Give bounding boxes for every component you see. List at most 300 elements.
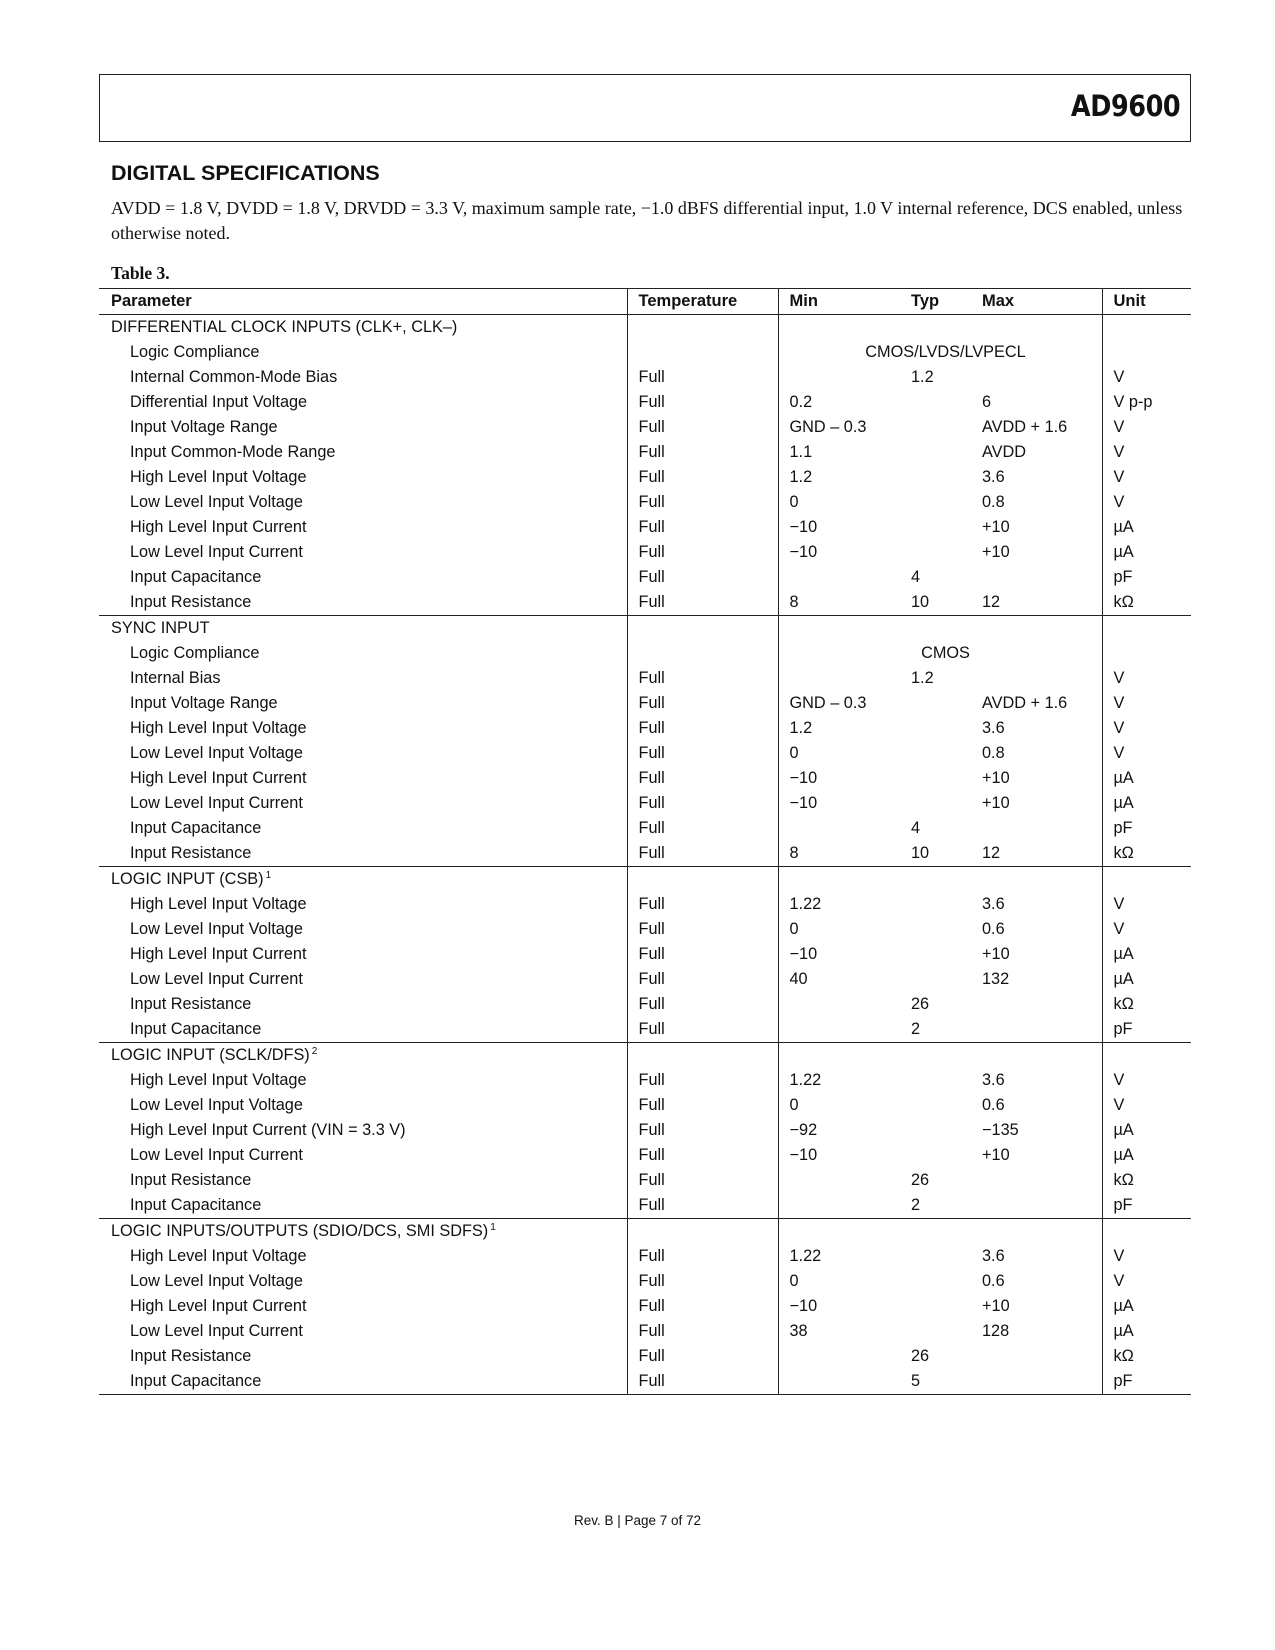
cell-max: +10	[982, 794, 1010, 812]
cell-typ	[911, 942, 982, 967]
cell-max: 3.6	[982, 719, 1005, 737]
cell-min: −10	[778, 515, 911, 540]
cell-temperature: Full	[627, 365, 778, 390]
intro-paragraph: AVDD = 1.8 V, DVDD = 1.8 V, DRVDD = 3.3 V, maximum sample rate, −1.0 dBFS differential input, 1.0 V internal reference, DCS enabled, unless otherwise noted.	[111, 198, 1183, 243]
cell-unit: µA	[1102, 942, 1191, 967]
cell-typ: 2	[911, 1196, 921, 1214]
cell-parameter: Input Common-Mode Range	[130, 443, 336, 461]
cell-temperature: Full	[627, 1068, 778, 1093]
cell-max: 0.8	[982, 493, 1005, 511]
logic-compliance-row	[99, 340, 1191, 365]
cell-typ	[911, 440, 982, 465]
cell-max: +10	[982, 543, 1010, 561]
table-row	[99, 590, 1191, 616]
table-row	[99, 1143, 1191, 1168]
cell-unit: V	[1102, 1068, 1191, 1093]
table-row	[99, 1294, 1191, 1319]
spec-table	[99, 288, 1191, 1395]
cell-min: −10	[778, 791, 911, 816]
cell-unit: V	[1102, 365, 1191, 390]
cell-parameter: Input Voltage Range	[130, 694, 278, 712]
cell-unit: kΩ	[1102, 992, 1191, 1017]
cell-max: 3.6	[982, 468, 1005, 486]
cell-max: AVDD + 1.6	[982, 418, 1068, 436]
cell-min	[778, 365, 911, 390]
cell-typ	[911, 1294, 982, 1319]
cell-parameter: Logic Compliance	[130, 343, 260, 361]
cell-typ: 10	[911, 844, 930, 862]
cell-max: +10	[982, 1146, 1010, 1164]
cell-typ	[911, 791, 982, 816]
table-row	[99, 365, 1191, 390]
cell-temperature: Full	[627, 1193, 778, 1219]
cell-min	[778, 565, 911, 590]
table-row	[99, 841, 1191, 867]
empty-cell	[911, 1219, 982, 1245]
empty-cell	[911, 616, 982, 642]
cell-typ: 1.2	[911, 368, 934, 386]
spec-group	[99, 1219, 1191, 1395]
cell-min: 1.22	[778, 1068, 911, 1093]
table-row	[99, 465, 1191, 490]
cell-max	[982, 1168, 1102, 1193]
empty-cell	[1102, 315, 1191, 341]
empty-cell	[982, 867, 1102, 893]
cell-unit: V	[1102, 440, 1191, 465]
cell-typ	[911, 766, 982, 791]
cell-unit: µA	[1102, 540, 1191, 565]
empty-cell	[627, 1043, 778, 1069]
group-title: LOGIC INPUTS/OUTPUTS (SDIO/DCS, SMI SDFS)	[111, 1222, 489, 1240]
group-title-cell	[99, 315, 627, 341]
cell-unit: V	[1102, 1093, 1191, 1118]
empty-cell	[627, 867, 778, 893]
cell-parameter: Input Resistance	[130, 1171, 252, 1189]
cell-unit: pF	[1102, 1369, 1191, 1395]
cell-typ: 4	[911, 819, 921, 837]
group-title-cell	[99, 616, 627, 642]
cell-parameter: High Level Input Current	[130, 518, 307, 536]
cell-parameter: Internal Bias	[130, 669, 221, 687]
table-row	[99, 1168, 1191, 1193]
cell-parameter: Input Resistance	[130, 844, 252, 862]
table-row	[99, 540, 1191, 565]
table-row	[99, 992, 1191, 1017]
cell-unit: µA	[1102, 1319, 1191, 1344]
cell-parameter: Low Level Input Voltage	[130, 920, 303, 938]
cell-typ	[911, 515, 982, 540]
group-title: SYNC INPUT	[111, 619, 210, 637]
cell-max: 0.6	[982, 1096, 1005, 1114]
cell-min: 0	[778, 1269, 911, 1294]
cell-temperature: Full	[627, 917, 778, 942]
cell-typ	[911, 540, 982, 565]
cell-parameter: Input Capacitance	[130, 568, 262, 586]
cell-typ	[911, 716, 982, 741]
empty-cell	[982, 1043, 1102, 1069]
cell-unit: V	[1102, 892, 1191, 917]
cell-max	[982, 1017, 1102, 1043]
cell-parameter: Input Capacitance	[130, 819, 262, 837]
spec-group	[99, 616, 1191, 867]
group-title-cell	[99, 867, 627, 893]
cell-typ	[911, 967, 982, 992]
cell-unit: kΩ	[1102, 1344, 1191, 1369]
cell-min: 38	[778, 1319, 911, 1344]
empty-cell	[778, 616, 911, 642]
cell-temperature: Full	[627, 967, 778, 992]
cell-min: 0	[778, 490, 911, 515]
cell-unit: V	[1102, 465, 1191, 490]
cell-max: 0.6	[982, 1272, 1005, 1290]
table-row	[99, 766, 1191, 791]
cell-min: 1.2	[778, 465, 911, 490]
part-number: AD9600	[1070, 89, 1180, 123]
table-row	[99, 942, 1191, 967]
col-header-max: Max	[982, 292, 1015, 310]
cell-min: −10	[778, 766, 911, 791]
cell-max: 3.6	[982, 1071, 1005, 1089]
cell-parameter: High Level Input Voltage	[130, 1247, 307, 1265]
cell-min: −10	[778, 1294, 911, 1319]
table-row	[99, 1193, 1191, 1219]
cell-unit: pF	[1102, 816, 1191, 841]
cell-parameter: Low Level Input Current	[130, 794, 303, 812]
cell-typ: 26	[911, 995, 930, 1013]
group-title-row	[99, 616, 1191, 642]
cell-min: 0.2	[778, 390, 911, 415]
cell-parameter: Input Resistance	[130, 1347, 252, 1365]
cell-unit: V	[1102, 1269, 1191, 1294]
cell-temperature: Full	[627, 390, 778, 415]
cell-unit: pF	[1102, 565, 1191, 590]
cell-min	[778, 1017, 911, 1043]
cell-temperature: Full	[627, 741, 778, 766]
cell-typ: 2	[911, 1020, 921, 1038]
cell-parameter: Low Level Input Current	[130, 543, 303, 561]
empty-cell	[911, 1043, 982, 1069]
cell-unit: µA	[1102, 967, 1191, 992]
table-row	[99, 1344, 1191, 1369]
empty-cell	[982, 616, 1102, 642]
cell-min: 8	[778, 841, 911, 867]
footnote-marker: 1	[490, 1221, 496, 1233]
empty-cell	[778, 867, 911, 893]
empty-cell	[1102, 1219, 1191, 1245]
cell-parameter: Input Capacitance	[130, 1196, 262, 1214]
empty-cell	[1102, 867, 1191, 893]
cell-temperature: Full	[627, 1244, 778, 1269]
group-title: LOGIC INPUT (CSB)	[111, 870, 264, 888]
empty-cell	[778, 315, 911, 341]
cell-unit: µA	[1102, 1143, 1191, 1168]
table-row	[99, 1319, 1191, 1344]
table-row	[99, 917, 1191, 942]
cell-max: +10	[982, 945, 1010, 963]
cell-unit: kΩ	[1102, 1168, 1191, 1193]
cell-temperature: Full	[627, 415, 778, 440]
cell-max: 3.6	[982, 1247, 1005, 1265]
cell-parameter: Input Capacitance	[130, 1372, 262, 1390]
cell-typ	[911, 691, 982, 716]
cell-max: 128	[982, 1322, 1010, 1340]
cell-max	[982, 666, 1102, 691]
page-footer: Rev. B | Page 7 of 72	[573, 1513, 702, 1528]
cell-typ	[911, 1093, 982, 1118]
cell-unit	[1102, 641, 1191, 666]
cell-max: 0.8	[982, 744, 1005, 762]
cell-min	[778, 666, 911, 691]
cell-max: 132	[982, 970, 1010, 988]
table-row	[99, 1118, 1191, 1143]
cell-unit: V	[1102, 415, 1191, 440]
table-row	[99, 791, 1191, 816]
cell-typ	[911, 1143, 982, 1168]
cell-unit: V	[1102, 741, 1191, 766]
cell-typ	[911, 892, 982, 917]
cell-max: +10	[982, 518, 1010, 536]
cell-temperature: Full	[627, 565, 778, 590]
cell-max	[982, 1344, 1102, 1369]
cell-max	[982, 1369, 1102, 1395]
cell-parameter: Low Level Input Voltage	[130, 744, 303, 762]
spec-group	[99, 867, 1191, 1043]
cell-min: 1.22	[778, 892, 911, 917]
cell-min	[778, 1193, 911, 1219]
cell-min: 0	[778, 917, 911, 942]
empty-cell	[911, 315, 982, 341]
cell-temperature: Full	[627, 892, 778, 917]
group-title-row	[99, 315, 1191, 341]
cell-temperature: Full	[627, 666, 778, 691]
cell-typ	[911, 1068, 982, 1093]
cell-temperature: Full	[627, 1269, 778, 1294]
cell-parameter: High Level Input Current	[130, 769, 307, 787]
table-row	[99, 515, 1191, 540]
cell-min: 40	[778, 967, 911, 992]
cell-max	[982, 1193, 1102, 1219]
cell-unit: µA	[1102, 766, 1191, 791]
page-header-box	[99, 74, 1191, 142]
cell-parameter: High Level Input Current	[130, 945, 307, 963]
empty-cell	[982, 315, 1102, 341]
cell-temperature: Full	[627, 1168, 778, 1193]
cell-parameter: Input Voltage Range	[130, 418, 278, 436]
empty-cell	[627, 315, 778, 341]
cell-unit: µA	[1102, 791, 1191, 816]
cell-temperature: Full	[627, 440, 778, 465]
group-title-row	[99, 867, 1191, 893]
spec-group	[99, 1043, 1191, 1219]
cell-max: 12	[982, 844, 1001, 862]
cell-parameter: Logic Compliance	[130, 644, 260, 662]
cell-typ: 26	[911, 1171, 930, 1189]
cell-unit	[1102, 340, 1191, 365]
cell-max: 3.6	[982, 895, 1005, 913]
cell-parameter: Input Capacitance	[130, 1020, 262, 1038]
table-row	[99, 565, 1191, 590]
cell-parameter: Low Level Input Current	[130, 1322, 303, 1340]
cell-parameter: Internal Common-Mode Bias	[130, 368, 338, 386]
cell-temperature: Full	[627, 1093, 778, 1118]
table-row	[99, 415, 1191, 440]
cell-typ	[911, 1319, 982, 1344]
col-header-unit: Unit	[1102, 289, 1191, 315]
cell-parameter: Low Level Input Voltage	[130, 493, 303, 511]
cell-temperature: Full	[627, 691, 778, 716]
spec-table-header	[99, 289, 1191, 315]
cell-min: 1.22	[778, 1244, 911, 1269]
cell-max	[982, 992, 1102, 1017]
cell-min: GND – 0.3	[778, 691, 911, 716]
cell-min: 0	[778, 1093, 911, 1118]
cell-min	[778, 1369, 911, 1395]
table-caption: Table 3.	[111, 263, 170, 283]
cell-temperature: Full	[627, 791, 778, 816]
cell-max: AVDD	[982, 443, 1027, 461]
empty-cell	[778, 1043, 911, 1069]
cell-typ	[911, 1244, 982, 1269]
cell-parameter: High Level Input Voltage	[130, 895, 307, 913]
cell-max	[982, 365, 1102, 390]
cell-unit: V	[1102, 1244, 1191, 1269]
table-row	[99, 490, 1191, 515]
cell-temperature: Full	[627, 490, 778, 515]
cell-temperature: Full	[627, 540, 778, 565]
cell-typ	[911, 465, 982, 490]
cell-parameter: High Level Input Voltage	[130, 719, 307, 737]
spec-group	[99, 315, 1191, 616]
cell-min: −10	[778, 540, 911, 565]
cell-typ: 1.2	[911, 669, 934, 687]
table-row	[99, 1269, 1191, 1294]
cell-temperature: Full	[627, 1017, 778, 1043]
table-row	[99, 1244, 1191, 1269]
cell-temperature: Full	[627, 716, 778, 741]
cell-max: +10	[982, 769, 1010, 787]
cell-temperature	[627, 340, 778, 365]
table-row	[99, 390, 1191, 415]
cell-unit: pF	[1102, 1017, 1191, 1043]
cell-temperature: Full	[627, 766, 778, 791]
table-row	[99, 1017, 1191, 1043]
cell-max	[982, 816, 1102, 841]
table-row	[99, 440, 1191, 465]
cell-parameter: Low Level Input Current	[130, 1146, 303, 1164]
cell-unit: µA	[1102, 1118, 1191, 1143]
empty-cell	[911, 867, 982, 893]
cell-temperature: Full	[627, 1344, 778, 1369]
cell-parameter: Low Level Input Voltage	[130, 1272, 303, 1290]
cell-unit: V p-p	[1102, 390, 1191, 415]
empty-cell	[1102, 616, 1191, 642]
cell-unit: V	[1102, 691, 1191, 716]
logic-compliance-row	[99, 641, 1191, 666]
cell-temperature: Full	[627, 1369, 778, 1395]
cell-parameter: High Level Input Current	[130, 1297, 307, 1315]
table-row	[99, 892, 1191, 917]
cell-typ	[911, 917, 982, 942]
cell-max	[982, 565, 1102, 590]
cell-unit: µA	[1102, 1294, 1191, 1319]
cell-temperature: Full	[627, 515, 778, 540]
cell-min: GND – 0.3	[778, 415, 911, 440]
cell-parameter: High Level Input Voltage	[130, 1071, 307, 1089]
group-title: LOGIC INPUT (SCLK/DFS)	[111, 1046, 310, 1064]
cell-typ: 26	[911, 1347, 930, 1365]
cell-min: −92	[778, 1118, 911, 1143]
cell-parameter: High Level Input Voltage	[130, 468, 307, 486]
cell-parameter: Input Resistance	[130, 593, 252, 611]
cell-temperature: Full	[627, 465, 778, 490]
cell-typ	[911, 390, 982, 415]
cell-temperature: Full	[627, 841, 778, 867]
cell-max: 12	[982, 593, 1001, 611]
cell-parameter: Differential Input Voltage	[130, 393, 308, 411]
cell-temperature: Full	[627, 992, 778, 1017]
footnote-marker: 1	[265, 869, 272, 881]
cell-typ	[911, 1118, 982, 1143]
cell-compliance-value: CMOS	[778, 641, 1102, 666]
group-title-cell	[99, 1043, 627, 1069]
col-header-parameter: Parameter	[111, 292, 192, 310]
cell-unit: V	[1102, 716, 1191, 741]
cell-max: −135	[982, 1121, 1019, 1139]
cell-typ: 5	[911, 1372, 921, 1390]
cell-temperature: Full	[627, 590, 778, 616]
cell-typ	[911, 490, 982, 515]
cell-unit: V	[1102, 917, 1191, 942]
col-header-min: Min	[778, 289, 911, 315]
empty-cell	[1102, 1043, 1191, 1069]
cell-typ	[911, 415, 982, 440]
cell-typ	[911, 741, 982, 766]
footnote-marker: 2	[311, 1045, 318, 1057]
table-row	[99, 816, 1191, 841]
cell-parameter: Low Level Input Current	[130, 970, 303, 988]
empty-cell	[627, 1219, 778, 1245]
table-row	[99, 716, 1191, 741]
cell-parameter: Low Level Input Voltage	[130, 1096, 303, 1114]
empty-cell	[778, 1219, 911, 1245]
cell-temperature: Full	[627, 816, 778, 841]
cell-min: −10	[778, 1143, 911, 1168]
cell-temperature: Full	[627, 942, 778, 967]
cell-typ: 10	[911, 593, 930, 611]
table-row	[99, 1369, 1191, 1395]
table-row	[99, 666, 1191, 691]
cell-temperature	[627, 641, 778, 666]
table-row	[99, 691, 1191, 716]
section-title: DIGITAL SPECIFICATIONS	[111, 161, 380, 185]
cell-typ: 4	[911, 568, 921, 586]
cell-min	[778, 1344, 911, 1369]
cell-min: 1.1	[778, 440, 911, 465]
cell-parameter: Input Resistance	[130, 995, 252, 1013]
cell-max: +10	[982, 1297, 1010, 1315]
col-header-temperature: Temperature	[627, 289, 778, 315]
cell-unit: kΩ	[1102, 841, 1191, 867]
cell-max: 6	[982, 393, 992, 411]
cell-unit: V	[1102, 490, 1191, 515]
cell-temperature: Full	[627, 1294, 778, 1319]
cell-temperature: Full	[627, 1143, 778, 1168]
empty-cell	[982, 1219, 1102, 1245]
cell-min: 8	[778, 590, 911, 616]
cell-temperature: Full	[627, 1118, 778, 1143]
table-row	[99, 1093, 1191, 1118]
group-title: DIFFERENTIAL CLOCK INPUTS (CLK+, CLK–)	[111, 318, 458, 336]
